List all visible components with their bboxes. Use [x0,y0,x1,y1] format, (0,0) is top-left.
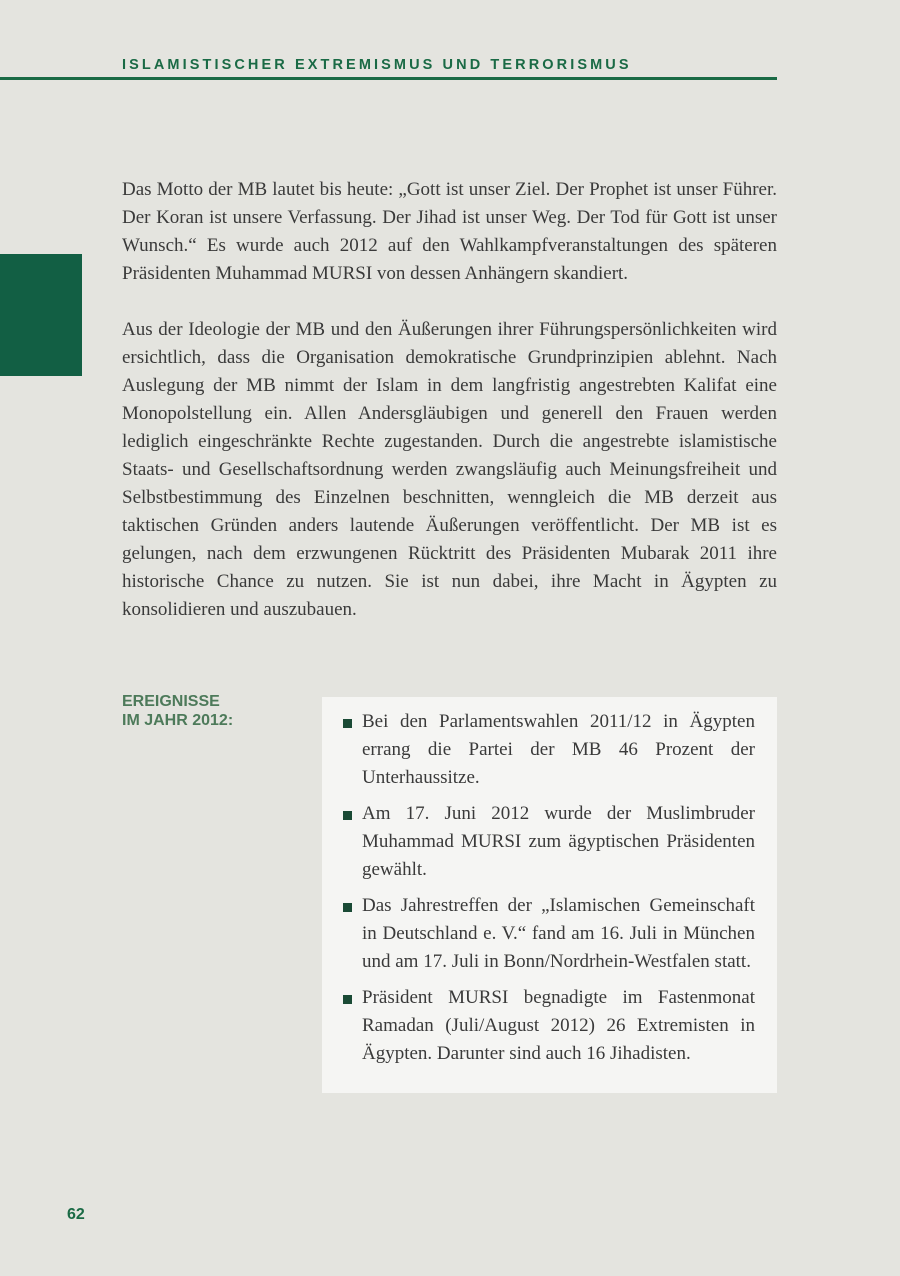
list-item [362,800,755,884]
events-label-line-1: EREIGNISSE [122,693,220,710]
page-number: 62 [67,1206,85,1223]
square-bullet-icon [343,719,352,728]
list-item-text: Präsident MURSI begnadigte im Fastenmonat Ramadan (Juli/August 2012) 26 Extremisten in Ägypten. Darunter sind auch 16 Jihadisten. [362,987,755,1064]
events-label [122,692,233,730]
body-paragraph-2: Aus der Ideologie der MB und den Äußerungen ihrer Führungspersönlichkeiten wird ersichtlich, dass die Organisation demokratische Grundprinzipien ablehnt. Nach Auslegung der MB nimmt der Islam in dem langfristig angestrebten Kalifat eine Monopolstellung ein. Allen Andersgläubigen und generell den Frauen werden lediglich eingeschränkte Rechte zugestanden. Durch die angestrebte islamistische Staats- und Gesellschaftsordnung werden zwangsläufig auch Meinungsfreiheit und Selbstbestimmung des Einzelnen beschnitten, wenngleich die MB derzeit aus taktischen Gründen anders lautende Äußerungen veröffentlicht. Der MB ist es gelungen, nach dem erzwungenen Rücktritt des Präsidenten Mubarak 2011 ihre historische Chance zu nutzen. Sie ist nun dabei, ihre Macht in Ägypten zu konsolidieren und auszubauen. [122,319,777,620]
events-label-line-2: IM JAHR 2012: [122,712,234,729]
events-list [322,697,777,1068]
chapter-side-tab [0,254,82,376]
list-item [362,708,755,792]
list-item-text: Bei den Parlamentswahlen 2011/12 in Ägypten errang die Partei der MB 46 Prozent der Unterhaussitze. [362,711,755,788]
list-item [362,892,755,976]
body-paragraph-1: Das Motto der MB lautet bis heute: „Gott ist unser Ziel. Der Prophet ist unser Führer. Der Koran ist unsere Verfassung. Der Jihad ist unser Weg. Der Tod für Gott ist unser Wunsch.“ Es wurde auch 2012 auf den Wahlkampfveranstaltungen des späteren Präsidenten Muhammad MURSI von dessen Anhängern skandiert. [122,179,777,284]
header-rule [0,77,777,80]
square-bullet-icon [343,811,352,820]
running-header-title: ISLAMISTISCHER EXTREMISMUS UND TERRORISMUS [122,57,632,73]
square-bullet-icon [343,995,352,1004]
events-box [322,697,777,1093]
list-item-text: Das Jahrestreffen der „Islamischen Gemeinschaft in Deutschland e. V.“ fand am 16. Juli in München und am 17. Juli in Bonn/Nordrhein-Westfalen statt. [362,895,755,972]
square-bullet-icon [343,903,352,912]
list-item [362,984,755,1068]
list-item-text: Am 17. Juni 2012 wurde der Muslimbruder Muhammad MURSI zum ägyptischen Präsidenten gewählt. [362,803,755,880]
